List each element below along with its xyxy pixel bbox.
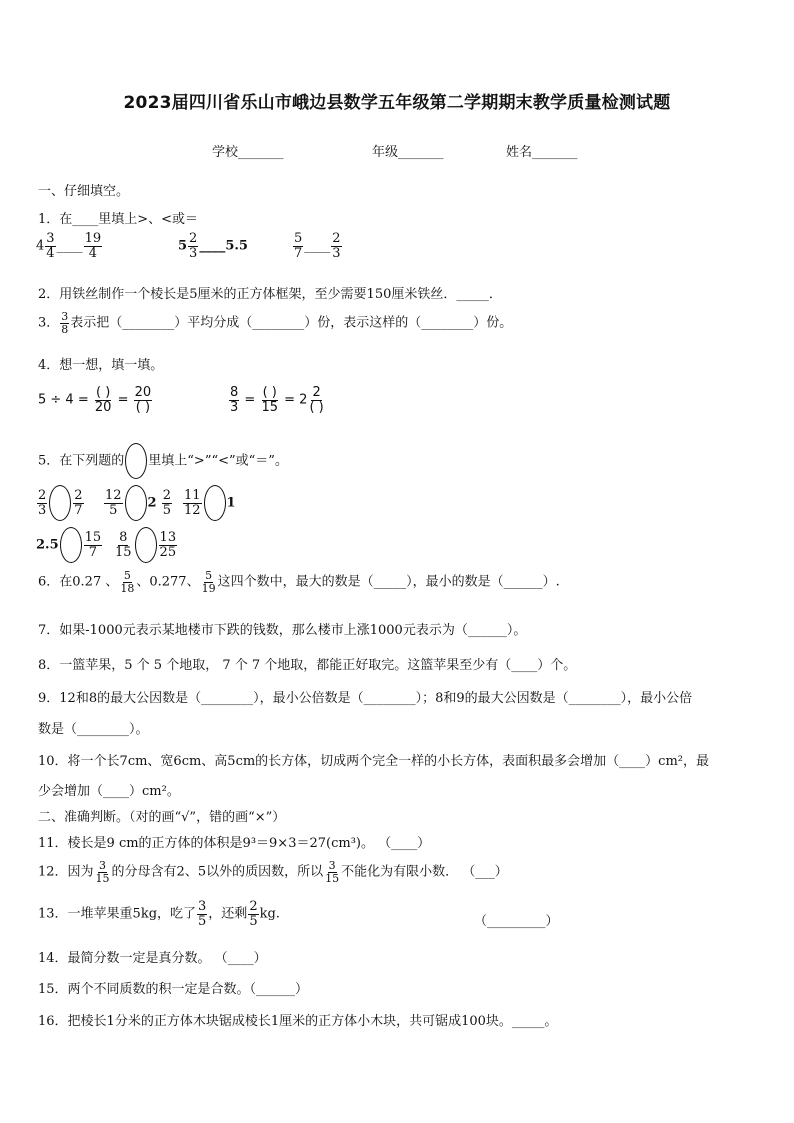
section-1-heading: 一、仔细填空。 [38, 184, 130, 199]
question-4-right [228, 386, 326, 414]
q1c-blank: ____ [304, 238, 331, 254]
question-16-text: 16．把棱长1分米的正方体木块锯成棱长1厘米的正方体小木块，共可锯成100块。_____。 [38, 1014, 558, 1029]
q5b-den: 5 [109, 502, 118, 518]
q5a-num: 2 [38, 487, 47, 503]
q13-fraction-1 [197, 900, 207, 928]
question-1-item-c [292, 232, 343, 260]
question-4-text: 4．想一想，填一填。 [38, 358, 164, 373]
q6-mid: 、0.277、 [136, 574, 200, 590]
question-9-line-2: 数是（________）。 [38, 722, 149, 737]
q12-num-1: 3 [99, 859, 107, 872]
q4r-eq-2: = 2 [284, 392, 308, 408]
question-15-text: 15．两个不同质数的积一定是合数。（______） [38, 982, 309, 997]
q5a-fraction [37, 489, 47, 517]
q4r-den-2: ( ) [309, 399, 324, 415]
q5c-fraction [183, 489, 202, 517]
q1a-den: 4 [46, 245, 55, 261]
q3-num: 3 [61, 310, 69, 323]
q6-den-1: 18 [120, 581, 135, 595]
q6-prefix: 6．在0.27 、 [38, 574, 119, 590]
q5b-fraction-2 [162, 489, 172, 517]
q4r-fraction-2 [308, 386, 324, 414]
question-10-line-1: 10．将一个长7cm、宽6cm、高5cm的长方体，切成两个完全一样的小长方体，表面积最多会增加（____）cm²，最 [38, 754, 709, 769]
q5-suffix: 里填上“>”“<”或“＝”。 [148, 453, 288, 469]
q12-fraction-2 [324, 860, 340, 884]
q12-den-1: 15 [95, 871, 110, 885]
question-13 [38, 900, 280, 928]
q1a-whole: 4 [36, 238, 45, 254]
q1b-den: 3 [189, 245, 198, 261]
q6-num-1: 5 [123, 569, 131, 582]
q4r-fraction-1 [260, 386, 279, 414]
q1c-den: 7 [294, 245, 303, 261]
q5-item-c [182, 485, 236, 521]
q3-prefix: 3． [38, 315, 60, 331]
q5e-den: 15 [115, 544, 132, 560]
q5-item-a [36, 485, 85, 521]
q5e-fraction [114, 531, 133, 559]
q4r-fraction-0 [229, 386, 239, 414]
q3-fraction [60, 311, 69, 335]
q12-fraction-1 [95, 860, 111, 884]
q5c-num: 11 [184, 487, 201, 503]
q5-prefix: 5．在下列题的 [38, 453, 125, 469]
q12-den-2: 15 [325, 871, 340, 885]
q5a-ellipse-icon[interactable] [49, 485, 71, 521]
q5-item-b [103, 485, 173, 521]
q6-num-2: 5 [205, 569, 213, 582]
q5d-ellipse-icon[interactable] [60, 527, 82, 563]
q13-suffix: kg. [259, 906, 280, 922]
q3-text: 表示把（________）平均分成（________）份，表示这样的（________）份。 [70, 315, 513, 331]
question-6 [38, 570, 560, 594]
q1c-num-2: 2 [332, 231, 341, 246]
q5a-den: 3 [38, 502, 47, 518]
q1c-fraction [293, 232, 303, 260]
q4r-num-2: 2 [312, 385, 321, 400]
q1b-fraction [188, 232, 198, 260]
q13-prefix: 13．一堆苹果重5kg，吃了 [38, 906, 197, 922]
q13-fraction-2 [248, 900, 258, 928]
q5c-ellipse-icon[interactable] [204, 485, 226, 521]
question-7-text: 7．如果-1000元表示某地楼市下跌的钱数，那么楼市上涨1000元表示为（______）。 [38, 623, 527, 638]
q5b-ellipse-icon[interactable] [125, 485, 147, 521]
q6-fraction-2 [201, 570, 217, 594]
question-1-text: 1．在____里填上>、<或＝ [38, 212, 199, 227]
q5b-num: 12 [105, 487, 122, 503]
question-9-line-1: 9．12和8的最大公因数是（________），最小公倍数是（________）；8和9的最大公因数是（________），最小公倍 [38, 691, 693, 706]
q12-suffix: 不能化为有限小数． （___） [341, 864, 508, 880]
q5c-den: 12 [184, 502, 201, 518]
q6-den-2: 19 [201, 581, 216, 595]
question-8-text: 8．一篮苹果，5 个 5 个地取， 7 个 7 个地取，都能正好取完。这篮苹果至少有（____）个。 [38, 658, 577, 673]
q6-suffix: 这四个数中，最大的数是（_____），最小的数是（______）. [217, 574, 560, 590]
q5-ellipse-icon [125, 443, 147, 479]
q5e-num: 8 [119, 529, 128, 545]
q5b-fraction [104, 489, 123, 517]
q4r-den-1: 15 [261, 399, 279, 415]
question-11-text: 11．棱长是9 cm的正方体的体积是9³＝9×3＝27(cm³)。 （____） [38, 836, 431, 851]
page-title: 2023届四川省乐山市峨边县数学五年级第二学期期末教学质量检测试题 [123, 93, 671, 113]
q1c-num: 5 [294, 231, 303, 246]
q13-mid: ，还剩 [208, 906, 248, 922]
q5a-num-2: 2 [74, 487, 83, 503]
q1a-num: 3 [46, 231, 55, 246]
q1b-num: 2 [189, 231, 198, 246]
q4r-eq: = [244, 392, 256, 408]
q3-den: 8 [61, 322, 69, 336]
q4r-den-0: 3 [230, 399, 239, 415]
question-1-item-b [178, 232, 248, 260]
q4l-num-1: ( ) [96, 385, 111, 400]
q4l-den-2: ( ) [135, 399, 151, 415]
q13-num-1: 3 [198, 899, 207, 914]
q13-den-1: 5 [198, 913, 207, 929]
q1c-fraction-2 [331, 232, 341, 260]
q5d-fraction [84, 531, 103, 559]
q4l-eq: = [117, 392, 129, 408]
q12-num-2: 3 [328, 859, 336, 872]
q12-mid: 的分母含有2、5以外的质因数，所以 [111, 864, 324, 880]
question-2-text: 2．用铁丝制作一个棱长是5厘米的正方体框架，至少需要150厘米铁丝．_____． [38, 287, 502, 302]
question-13-answer: （_________） [474, 914, 559, 929]
question-4-left [38, 386, 153, 414]
q5a-fraction-2 [73, 489, 83, 517]
question-1-item-a [36, 232, 103, 260]
q1a-num-2: 19 [84, 231, 102, 246]
q5e-den-2: 25 [159, 544, 177, 560]
q5e-fraction-2 [159, 531, 178, 559]
q5b-mid: 2 [147, 495, 157, 511]
q4r-num-0: 8 [230, 385, 239, 400]
q5d-den: 7 [88, 544, 98, 560]
q5e-ellipse-icon[interactable] [135, 527, 157, 563]
question-3 [38, 311, 512, 335]
q1a-den-2: 4 [88, 245, 97, 261]
q13-num-2: 2 [249, 899, 258, 914]
q1b-rest: ____5.5 [199, 238, 248, 254]
q4l-left: 5 ÷ 4 = [38, 392, 89, 408]
q1a-blank: ____ [56, 238, 83, 254]
q5b-den-2: 5 [162, 502, 172, 518]
q5-item-e [113, 527, 178, 563]
q5a-den-2: 7 [74, 502, 83, 518]
question-12 [38, 860, 508, 884]
q5e-num-2: 13 [159, 529, 177, 545]
q4l-den-1: 20 [94, 399, 112, 415]
q4l-num-2: 20 [134, 385, 152, 400]
grade-field: 年级_______ [372, 145, 444, 160]
q5b-num-2: 2 [162, 487, 172, 503]
q1c-den-2: 3 [332, 245, 341, 261]
q4l-fraction-2 [134, 386, 153, 414]
q12-prefix: 12．因为 [38, 864, 94, 880]
q5d-pre: 2.5 [36, 537, 59, 553]
question-10-line-2: 少会增加（____）cm²。 [38, 784, 180, 799]
q13-den-2: 5 [249, 913, 258, 929]
q1b-whole: 5 [178, 238, 188, 254]
question-5-text [38, 443, 288, 479]
school-field: 学校_______ [212, 145, 284, 160]
section-2-heading: 二、准确判断。（对的画“√”，错的画“×”） [38, 810, 286, 825]
question-14-text: 14．最简分数一定是真分数。 （____） [38, 951, 267, 966]
name-field: 姓名_______ [506, 145, 578, 160]
q4l-fraction-1 [94, 386, 113, 414]
q5c-post: 1 [226, 495, 236, 511]
q4r-num-1: ( ) [262, 385, 277, 400]
q5d-num: 15 [84, 529, 102, 545]
q1a-fraction [45, 232, 55, 260]
q5-item-d [36, 527, 103, 563]
q1a-fraction-2 [84, 232, 103, 260]
q6-fraction-1 [119, 570, 135, 594]
